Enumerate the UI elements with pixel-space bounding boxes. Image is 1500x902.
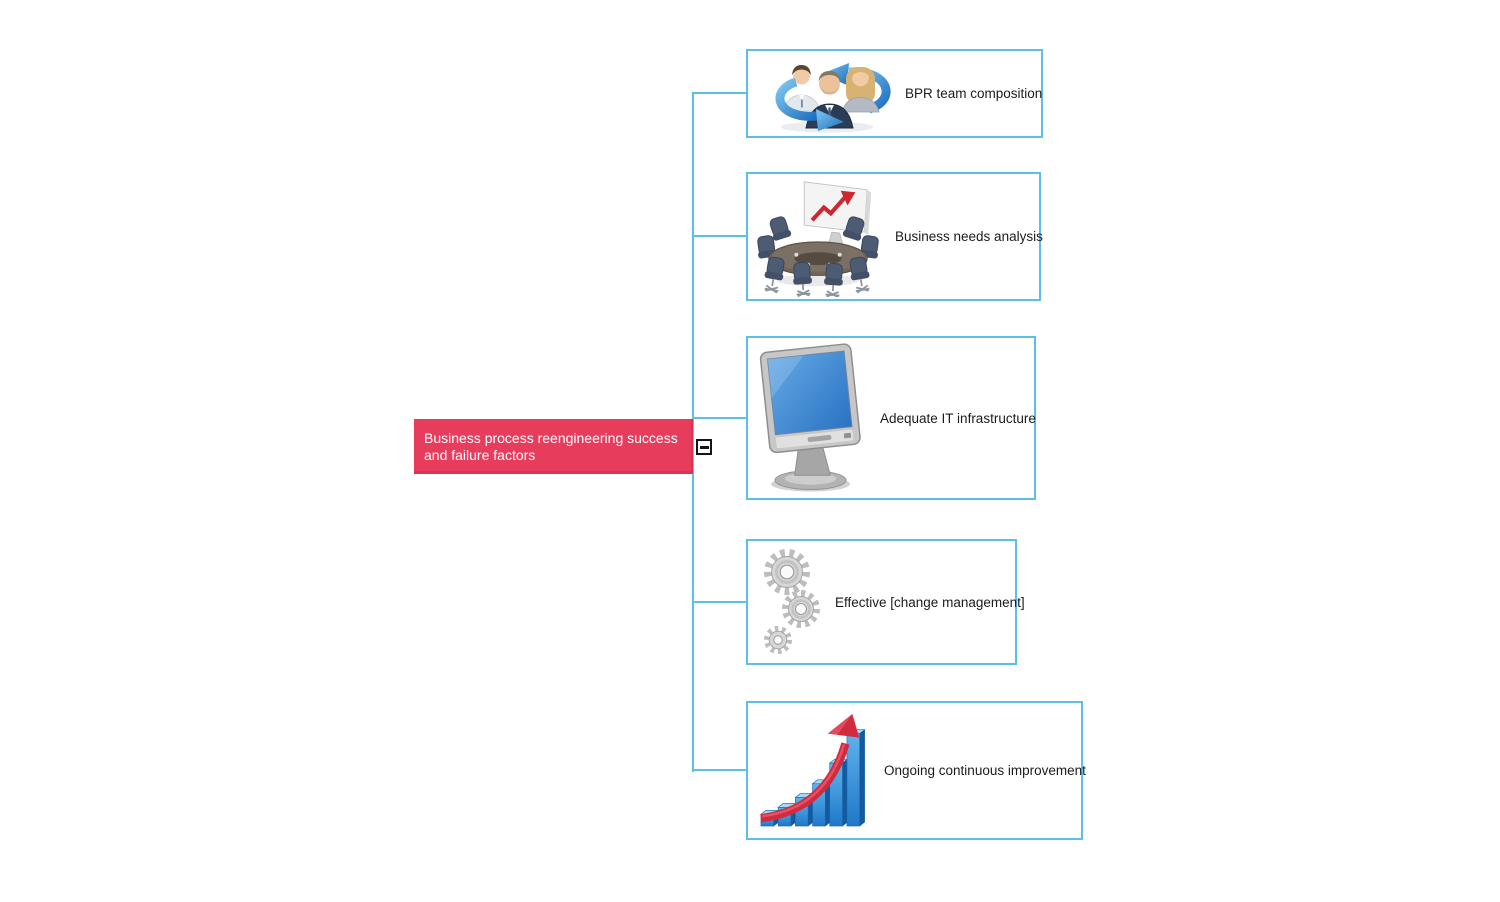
connector-branch-1 <box>692 92 746 94</box>
root-topic-node[interactable] <box>414 419 693 474</box>
connector-branch-4 <box>692 601 746 603</box>
team-rotation-icon <box>757 54 897 134</box>
desktop-monitor-icon <box>757 343 868 493</box>
topic-node-business-needs-analysis[interactable] <box>746 172 1041 301</box>
topic-node-adequate-it-infrastructure[interactable] <box>746 336 1036 500</box>
collapse-button[interactable] <box>696 439 712 455</box>
topic-label: Adequate IT infrastructure <box>880 410 1036 426</box>
topic-label: Business needs analysis <box>895 229 1043 244</box>
topic-label: Effective [change management] <box>835 594 1025 610</box>
topic-node-effective-change-management[interactable] <box>746 539 1025 665</box>
topic-node-bpr-team-composition[interactable] <box>746 49 1043 138</box>
meeting-analysis-icon <box>757 177 881 297</box>
topic-node-ongoing-continuous-improvement[interactable] <box>746 701 1086 840</box>
gears-icon <box>757 545 821 659</box>
root-topic-label: Business process reengineering success and failure factors <box>424 429 678 463</box>
connector-branch-3 <box>692 417 746 419</box>
rising-bar-chart-icon <box>757 710 871 832</box>
minus-icon <box>700 446 709 449</box>
topic-label: BPR team composition <box>905 86 1043 101</box>
topic-label: Ongoing continuous improvement <box>884 763 1086 778</box>
connector-branch-2 <box>692 235 746 237</box>
connector-branch-5 <box>692 769 746 771</box>
